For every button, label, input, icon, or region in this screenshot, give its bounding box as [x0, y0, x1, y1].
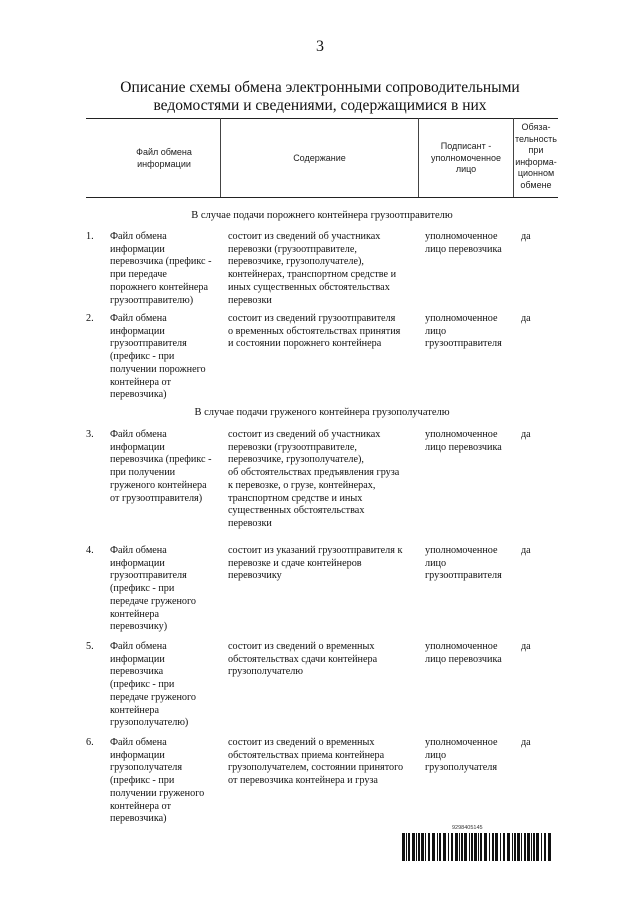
- header-required-line: тельность: [515, 133, 557, 144]
- row-file-name-line: Файл обмена: [110, 737, 167, 748]
- barcode-bar: [402, 833, 405, 861]
- header-signer-line: уполномоченное: [430, 152, 502, 163]
- row-file-name-line: контейнера: [110, 704, 159, 716]
- barcode-bar: [412, 833, 415, 861]
- barcode-bar: [432, 833, 435, 861]
- row-signer: [425, 429, 513, 454]
- row-file-name-line: перевозчика (префикс -: [110, 454, 212, 466]
- row-file-name-line: информации: [110, 325, 165, 337]
- row-file-name-line: (префикс - при: [110, 775, 175, 787]
- barcode-bar: [408, 833, 410, 861]
- row-file-name-line: грузополучателя: [110, 762, 183, 774]
- row-content: [228, 231, 418, 307]
- header-required-line: информа-: [515, 156, 557, 167]
- barcode-bar: [533, 833, 535, 861]
- row-file-name-line: контейнера: [110, 608, 159, 620]
- barcode-bar: [448, 833, 449, 861]
- row-content-line: к перевозке, о грузе, контейнерах,: [228, 479, 376, 491]
- row-file-name-line: Файл обмена: [110, 545, 167, 556]
- row-content-line: перевозки (грузоотправителе,: [228, 441, 357, 453]
- row-signer-line: уполномоченное: [425, 313, 498, 324]
- barcode-bar: [455, 833, 458, 861]
- row-signer: [425, 641, 513, 666]
- table-top-rule: [86, 118, 558, 119]
- barcode-bar: [500, 833, 501, 861]
- row-signer: [425, 313, 513, 351]
- row-content-line: состоит из сведений об участниках: [228, 429, 381, 440]
- barcode-bar: [507, 833, 510, 861]
- row-content: [228, 641, 418, 679]
- row-signer-line: уполномоченное: [425, 545, 498, 556]
- row-signer-line: грузоотправителя: [425, 338, 502, 350]
- header-file-line: Файл обмена: [136, 147, 192, 157]
- row-signer-line: уполномоченное: [425, 641, 498, 652]
- row-number: 1.: [86, 231, 94, 242]
- header-signer-line: лицо: [455, 164, 477, 174]
- page-number: 3: [316, 38, 324, 55]
- barcode-bar: [425, 833, 426, 861]
- row-file-name-line: перевозчику): [110, 621, 168, 633]
- row-file-name-line: информации: [110, 557, 165, 569]
- row-content-line: перевозке и сдаче контейнеров: [228, 557, 362, 569]
- barcode-bar: [489, 833, 490, 861]
- row-content-line: перевозки: [228, 294, 272, 306]
- row-file-name-line: порожнего контейнера: [110, 281, 209, 293]
- row-file-name-line: контейнера от: [110, 800, 171, 812]
- row-file-name-line: получении порожнего: [110, 363, 206, 375]
- row-number: 2.: [86, 313, 94, 324]
- row-signer-line: уполномоченное: [425, 231, 498, 242]
- barcode-bar: [418, 833, 420, 861]
- row-content-line: контейнерах, транспортном средстве и: [228, 269, 397, 281]
- header-required: [514, 122, 558, 191]
- row-file-name-line: перевозчика): [110, 389, 167, 401]
- row-content-line: грузополучателю: [228, 666, 303, 678]
- barcode-bar: [416, 833, 417, 861]
- row-file-name: [110, 231, 220, 307]
- row-signer-line: лицо: [425, 325, 447, 337]
- barcode-bar: [461, 833, 463, 861]
- row-file-name: [110, 545, 220, 634]
- row-content-line: состоит из сведений о временных: [228, 641, 375, 652]
- barcode-bar: [469, 833, 470, 861]
- row-content-line: от перевозчика контейнера и груза: [228, 775, 378, 787]
- row-content-line: и состоянии порожнего контейнера: [228, 338, 382, 350]
- header-file: [110, 147, 218, 170]
- row-file-name-line: при передаче: [110, 269, 167, 281]
- row-content-line: о временных обстоятельствах принятия: [228, 325, 401, 337]
- row-file-name: [110, 429, 220, 505]
- document-title-line-2: ведомостями и сведениями, содержащимися в них: [153, 97, 487, 114]
- row-content: [228, 545, 418, 583]
- row-file-name-line: (префикс - при: [110, 583, 175, 595]
- row-content-line: иных существенных обстоятельствах: [228, 281, 390, 293]
- row-number: 3.: [86, 429, 94, 440]
- row-signer-line: лицо: [425, 557, 447, 569]
- row-number: 5.: [86, 641, 94, 652]
- row-required: да: [521, 313, 531, 324]
- barcode-bar: [527, 833, 530, 861]
- row-file-name: [110, 313, 220, 402]
- barcode-bar: [421, 833, 424, 861]
- row-file-name-line: перевозчика): [110, 813, 167, 825]
- row-signer-line: уполномоченное: [425, 737, 498, 748]
- row-file-name-line: информации: [110, 749, 165, 761]
- barcode-bar: [459, 833, 460, 861]
- row-file-name: [110, 737, 220, 826]
- barcode-bar: [480, 833, 482, 861]
- row-file-name-line: (префикс - при: [110, 351, 175, 363]
- row-signer: [425, 545, 513, 583]
- barcode-bar: [439, 833, 441, 861]
- row-content-line: существенных обстоятельствах: [228, 505, 365, 517]
- row-content: [228, 737, 418, 788]
- row-file-name-line: при получении: [110, 467, 176, 479]
- row-file-name-line: Файл обмена: [110, 641, 167, 652]
- barcode-bar: [428, 833, 430, 861]
- barcode-bar: [541, 833, 542, 861]
- row-content-line: перевозчику: [228, 570, 282, 582]
- row-file-name: [110, 641, 220, 730]
- row-file-name-line: получении груженого: [110, 787, 205, 799]
- row-file-name-line: Файл обмена: [110, 429, 167, 440]
- barcode-bar: [544, 833, 546, 861]
- row-required: да: [521, 231, 531, 242]
- barcode-bar: [512, 833, 513, 861]
- barcode-bar: [524, 833, 526, 861]
- row-file-name-line: (префикс - при: [110, 679, 175, 691]
- row-content: [228, 313, 418, 351]
- header-required-line: Обяза-: [521, 122, 551, 132]
- row-file-name-line: информации: [110, 243, 165, 255]
- barcode-bar: [495, 833, 498, 861]
- barcode-bar: [531, 833, 532, 861]
- row-signer-line: грузоотправителя: [425, 570, 502, 582]
- row-content-line: перевозки (грузоотправителе,: [228, 243, 357, 255]
- row-content-line: состоит из указаний грузоотправителя к: [228, 545, 403, 556]
- barcode-bar: [443, 833, 446, 861]
- row-number: 4.: [86, 545, 94, 556]
- barcode-bar: [517, 833, 520, 861]
- row-content-line: перевозки: [228, 517, 272, 529]
- barcode-bars: [402, 833, 552, 861]
- barcode-bar: [521, 833, 522, 861]
- row-file-name-line: передаче груженого: [110, 595, 197, 607]
- row-file-name-line: Файл обмена: [110, 231, 167, 242]
- document-title: [90, 79, 550, 115]
- table-header-rule: [86, 197, 558, 198]
- row-content-line: обстоятельствах сдачи контейнера: [228, 653, 378, 665]
- barcode-bar: [503, 833, 505, 861]
- header-required-line: при: [528, 145, 544, 155]
- barcode-bar: [548, 833, 551, 861]
- row-content-line: состоит из сведений о временных: [228, 737, 375, 748]
- header-required-line: ционном: [517, 168, 555, 178]
- row-required: да: [521, 545, 531, 556]
- barcode-bar: [484, 833, 487, 861]
- barcode-bar: [514, 833, 516, 861]
- document-title-line-1: Описание схемы обмена электронными сопроводительными: [120, 79, 520, 96]
- row-signer: [425, 231, 513, 256]
- header-signer-line: Подписант -: [440, 141, 492, 151]
- row-required: да: [521, 641, 531, 652]
- row-file-name-line: информации: [110, 653, 165, 665]
- barcode-bar: [536, 833, 539, 861]
- header-content: Содержание: [293, 153, 346, 163]
- row-file-name-line: грузополучателю): [110, 717, 189, 729]
- row-signer-line: лицо перевозчика: [425, 243, 502, 255]
- header-divider: [220, 118, 221, 197]
- barcode-bar: [492, 833, 494, 861]
- row-signer-line: уполномоченное: [425, 429, 498, 440]
- row-content-line: состоит из сведений грузоотправителя: [228, 313, 396, 324]
- barcode-bar: [437, 833, 438, 861]
- row-content-line: состоит из сведений об участниках: [228, 231, 381, 242]
- barcode-bar: [464, 833, 467, 861]
- barcode-bar: [406, 833, 407, 861]
- row-file-name-line: груженого контейнера: [110, 479, 207, 491]
- row-file-name-line: контейнера от: [110, 376, 171, 388]
- row-content-line: обстоятельствах приема контейнера: [228, 749, 385, 761]
- row-content-line: перевозчике, грузополучателе),: [228, 256, 364, 268]
- header-required-line: обмене: [520, 179, 552, 190]
- row-file-name-line: от грузоотправителя): [110, 492, 203, 504]
- row-file-name-line: информации: [110, 441, 165, 453]
- row-file-name-line: грузоотправителя: [110, 570, 187, 582]
- section-heading-loaded-container: В случае подачи груженого контейнера грузополучателю: [194, 407, 450, 418]
- row-required: да: [521, 429, 531, 440]
- row-file-name-line: грузоотправителя: [110, 338, 187, 350]
- barcode-bar: [471, 833, 473, 861]
- row-signer-line: лицо перевозчика: [425, 441, 502, 453]
- barcode-bar: [451, 833, 453, 861]
- row-signer-line: лицо перевозчика: [425, 653, 502, 665]
- row-signer: [425, 737, 513, 775]
- row-file-name-line: перевозчика: [110, 666, 164, 678]
- row-file-name-line: Файл обмена: [110, 313, 167, 324]
- header-signer: [419, 141, 513, 176]
- barcode-bar: [478, 833, 479, 861]
- row-content-line: об обстоятельствах предъявления груза: [228, 467, 400, 479]
- row-signer-line: лицо: [425, 749, 447, 761]
- row-file-name-line: грузоотправителю): [110, 294, 194, 306]
- row-number: 6.: [86, 737, 94, 748]
- header-file-line: информации: [137, 158, 191, 169]
- row-file-name-line: передаче груженого: [110, 691, 197, 703]
- barcode-bar: [474, 833, 477, 861]
- barcode: [402, 825, 552, 861]
- row-signer-line: грузополучателя: [425, 762, 498, 774]
- row-content-line: транспортном средстве и иных: [228, 492, 363, 504]
- row-content: [228, 429, 418, 531]
- row-content-line: перевозчике, грузополучателе),: [228, 454, 364, 466]
- row-content-line: грузополучателем, состоянии принятого: [228, 762, 404, 774]
- row-required: да: [521, 737, 531, 748]
- row-file-name-line: перевозчика (префикс -: [110, 256, 212, 268]
- barcode-number: 9298405145: [452, 825, 483, 831]
- section-heading-empty-container: В случае подачи порожнего контейнера грузоотправителю: [191, 210, 453, 221]
